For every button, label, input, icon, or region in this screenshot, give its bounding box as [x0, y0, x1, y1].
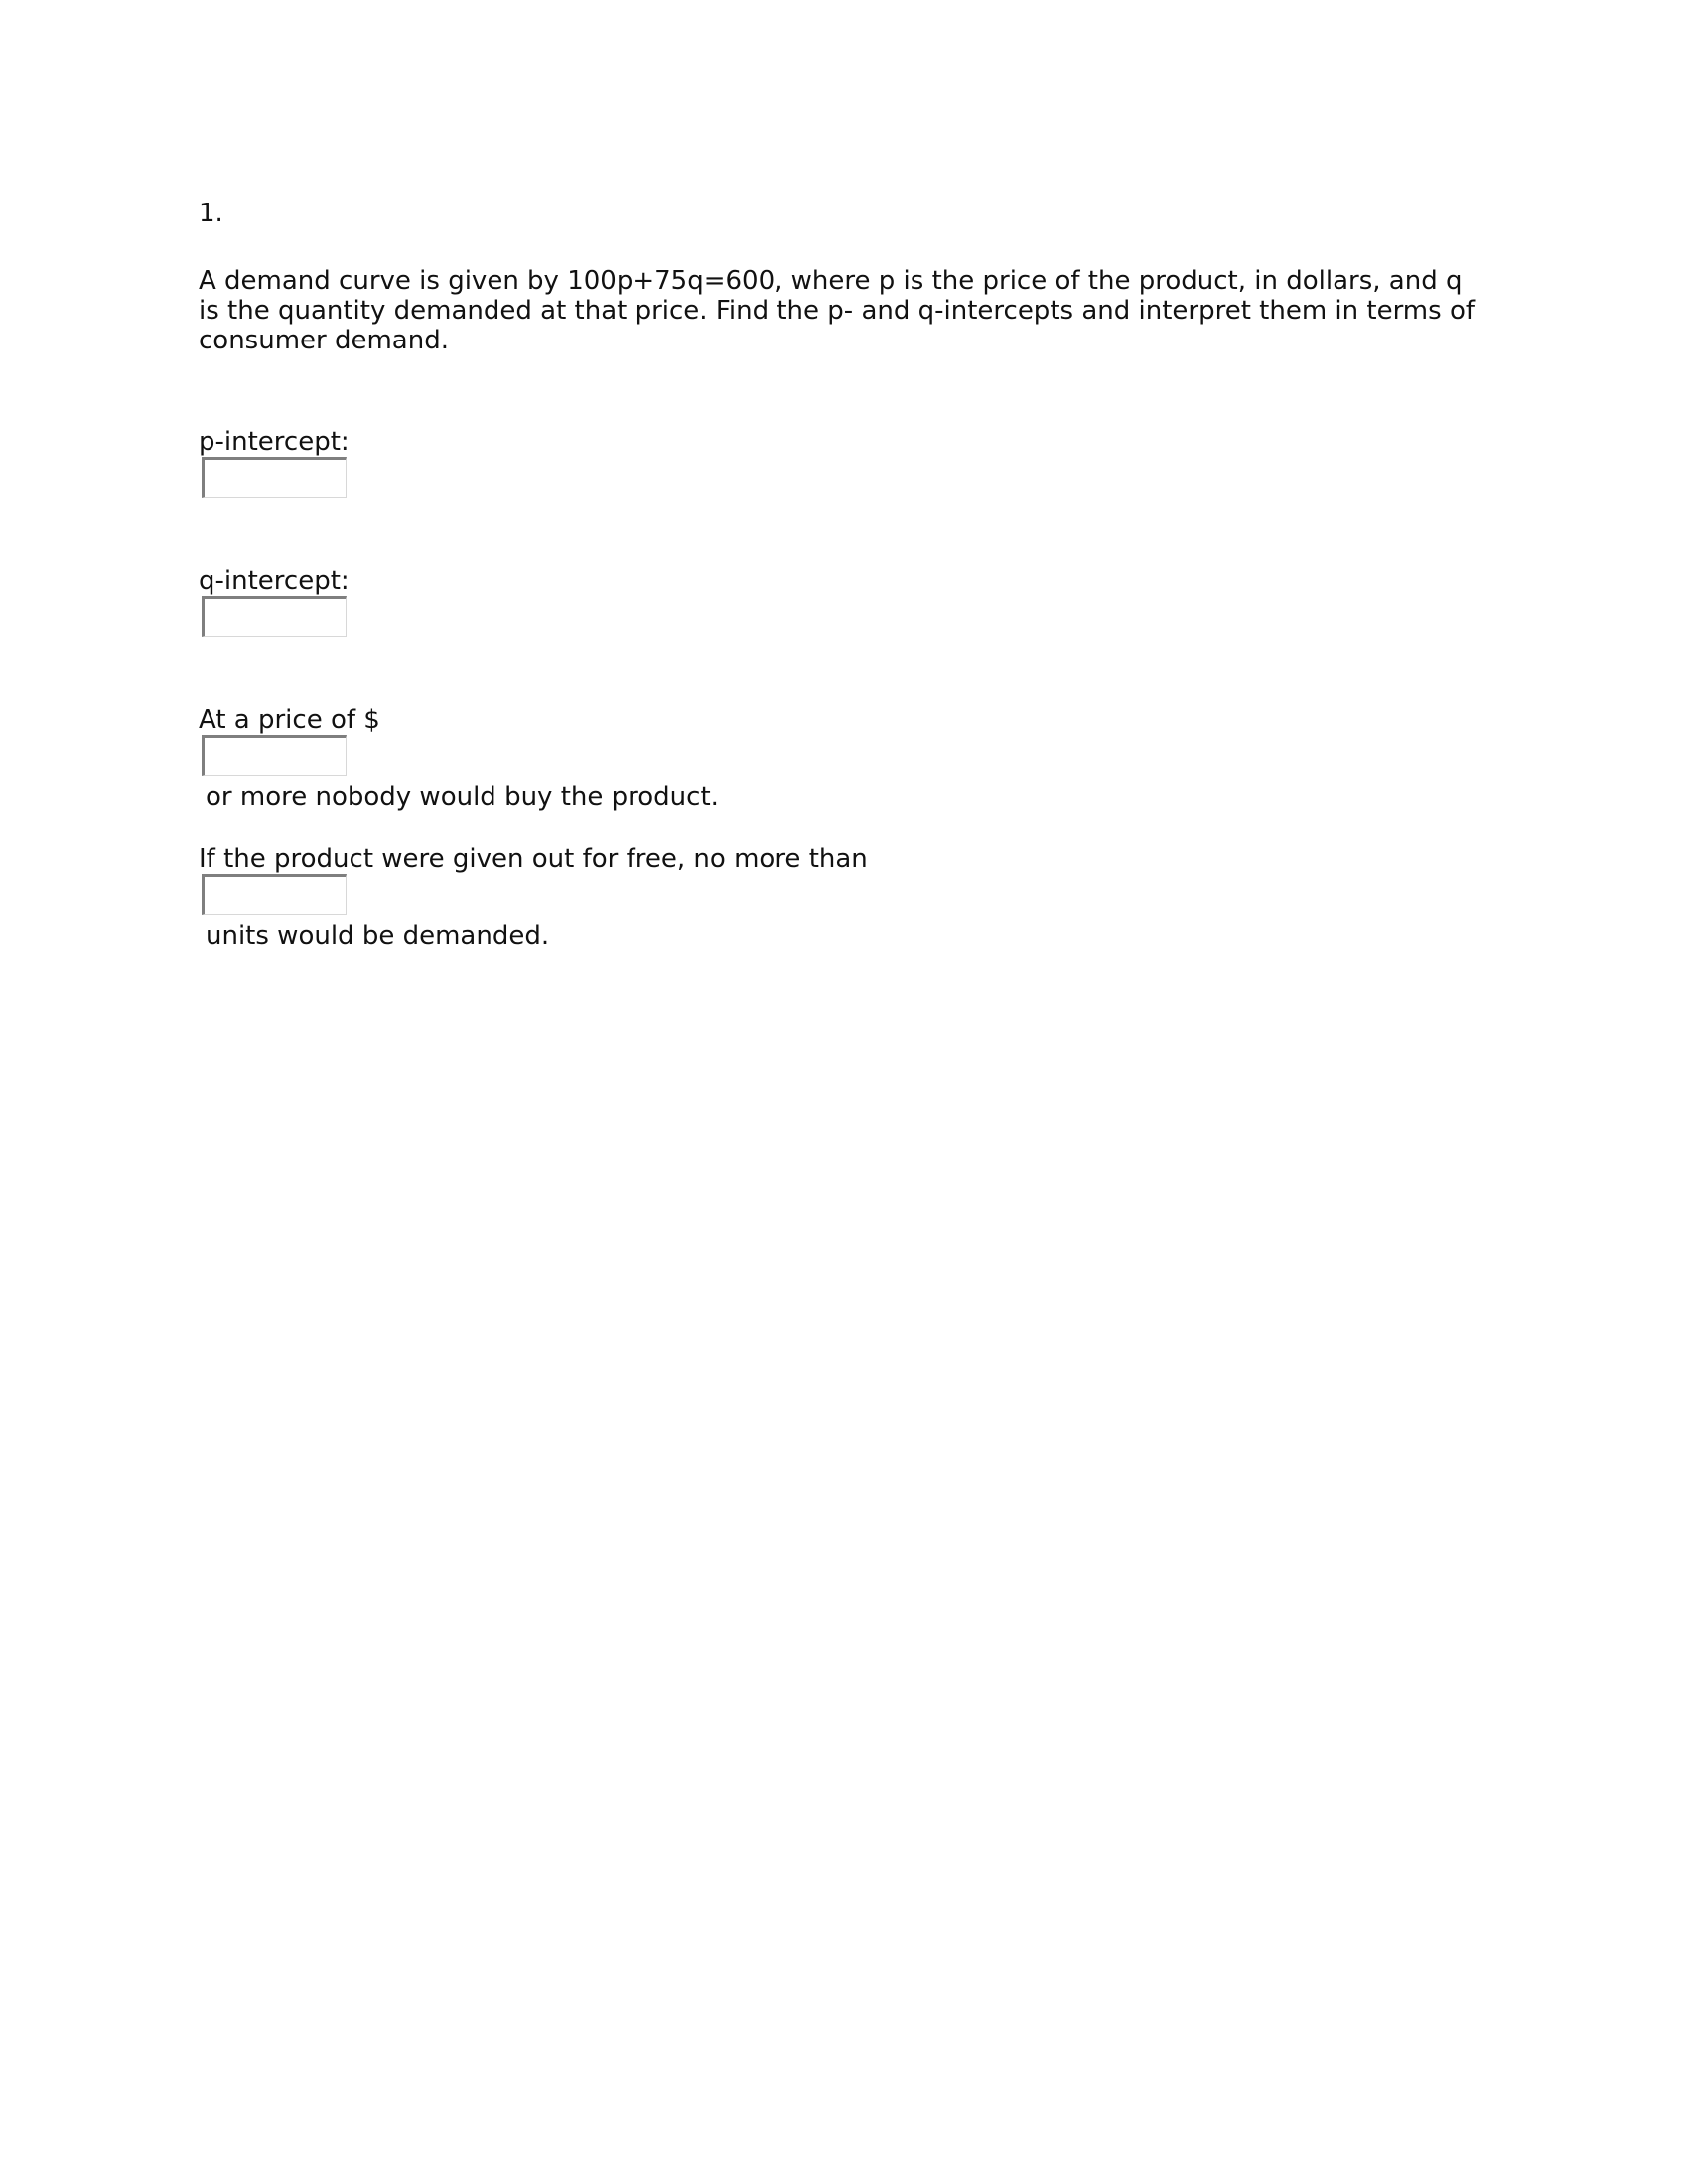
units-input[interactable] — [202, 874, 347, 915]
question-prompt: A demand curve is given by 100p+75q=600, where p is the price of the product, in dollars, and q is the quantity demanded at that price. Find the p- and q-intercepts and interpret them in terms of consumer demand. — [199, 266, 1476, 355]
price-input[interactable] — [202, 735, 347, 776]
p-intercept-label: p-intercept: — [199, 427, 350, 457]
q-intercept-label: q-intercept: — [199, 566, 350, 596]
question-number: 1. — [199, 199, 223, 228]
q-intercept-input[interactable] — [202, 596, 347, 637]
p-intercept-input[interactable] — [202, 457, 347, 498]
units-label: If the product were given out for free, no more than — [199, 844, 868, 874]
price-label: At a price of $ — [199, 705, 380, 735]
units-suffix: units would be demanded. — [206, 921, 550, 951]
price-suffix: or more nobody would buy the product. — [206, 782, 719, 812]
